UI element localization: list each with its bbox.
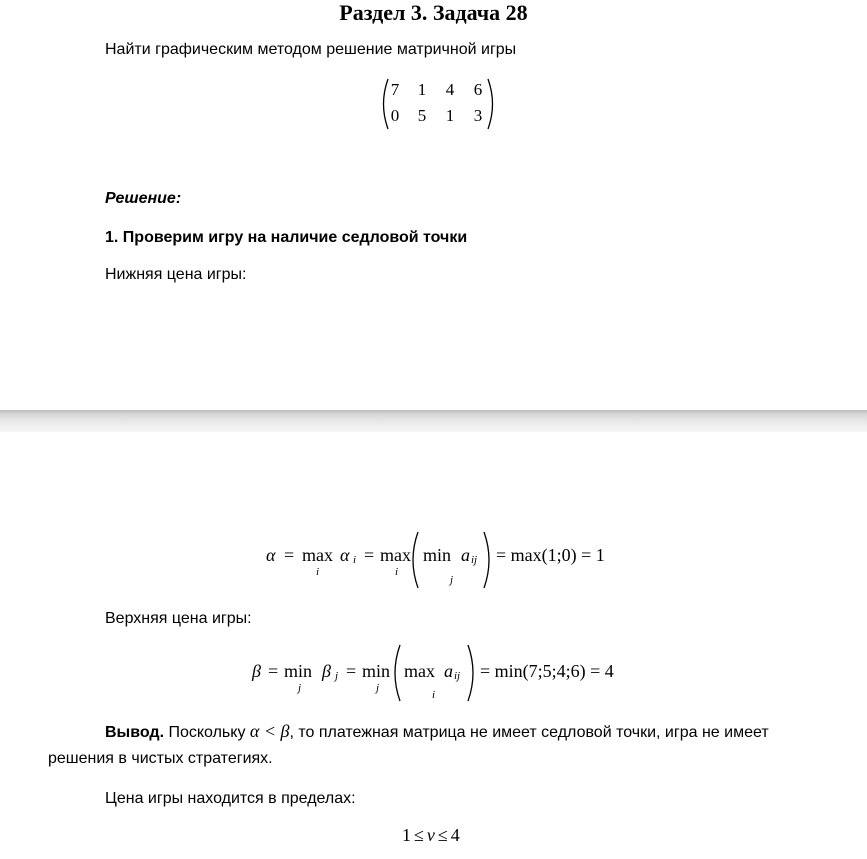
matrix-cell: 6 xyxy=(473,80,483,99)
lower-price-label: Нижняя цена игры: xyxy=(105,266,247,283)
range-high: 4 xyxy=(450,825,460,845)
payoff-matrix xyxy=(378,76,498,132)
matrix-cell: 4 xyxy=(445,80,455,99)
beta-formula xyxy=(250,643,630,703)
matrix-cell: 3 xyxy=(473,106,483,125)
beta-result: = min(7;5;4;6) = 4 xyxy=(480,661,614,681)
range-label: Цена игры находится в пределах: xyxy=(105,790,356,807)
subscript-j: j xyxy=(450,574,454,586)
matrix-cell: 1 xyxy=(417,80,427,99)
max-operator: max xyxy=(302,545,333,565)
alpha-i-symbol: α xyxy=(340,545,350,565)
max-operator: max xyxy=(404,661,435,681)
page-break xyxy=(0,410,867,432)
max-operator: max xyxy=(380,545,411,565)
subscript-ij: ij xyxy=(454,670,461,682)
game-value-symbol: v xyxy=(426,825,435,845)
right-paren xyxy=(466,643,478,703)
le-sign: ≤ xyxy=(437,825,448,845)
range-low: 1 xyxy=(402,825,411,845)
conclusion-line-2: решения в чистых стратегиях. xyxy=(48,750,273,767)
subscript-ij: ij xyxy=(471,554,478,566)
subscript-i: i xyxy=(316,566,320,578)
beta-symbol: β xyxy=(252,661,261,681)
min-operator: min xyxy=(423,545,452,565)
matrix-cell: 0 xyxy=(390,106,400,125)
subscript-i: i xyxy=(395,566,399,578)
a-symbol: a xyxy=(444,661,453,681)
subscript-j: j xyxy=(376,682,380,694)
page-title: Раздел 3. Задача 28 xyxy=(339,0,528,25)
subscript-i: i xyxy=(353,554,357,566)
condition-formula: α < β xyxy=(249,721,290,741)
matrix-cell: 7 xyxy=(390,80,400,99)
step-heading: 1. Проверим игру на наличие седловой точки xyxy=(105,229,468,246)
subscript-i: i xyxy=(432,689,436,701)
solution-label: Решение: xyxy=(105,190,182,207)
subscript-j: j xyxy=(335,670,339,682)
equals-sign: = xyxy=(284,545,295,565)
equals-sign: = xyxy=(364,545,375,565)
task-text: Найти графическим методом решение матричной игры xyxy=(105,41,517,58)
upper-price-label: Верхняя цена игры: xyxy=(105,610,252,627)
a-symbol: a xyxy=(461,545,470,565)
range-formula xyxy=(402,824,460,846)
alpha-formula xyxy=(262,530,622,590)
conclusion-label: Вывод. xyxy=(105,724,165,741)
subscript-j: j xyxy=(298,682,302,694)
left-paren xyxy=(390,643,402,703)
matrix-cell: 1 xyxy=(445,106,455,125)
left-paren xyxy=(408,530,420,590)
beta-j-symbol: β xyxy=(322,661,331,681)
conclusion-text: Поскольку xyxy=(164,724,250,741)
matrix-cell: 5 xyxy=(417,106,427,125)
alpha-symbol: α xyxy=(266,545,276,565)
conclusion-text: , то платежная матрица не имеет седловой точки, игра не имеет xyxy=(289,724,769,741)
right-paren xyxy=(482,530,494,590)
conclusion-line-1 xyxy=(105,721,769,743)
le-sign: ≤ xyxy=(414,825,424,845)
equals-sign: = xyxy=(268,661,279,681)
equals-sign: = xyxy=(346,661,357,681)
min-operator: min xyxy=(284,661,313,681)
alpha-result: = max(1;0) = 1 xyxy=(496,545,605,565)
min-operator: min xyxy=(362,661,391,681)
